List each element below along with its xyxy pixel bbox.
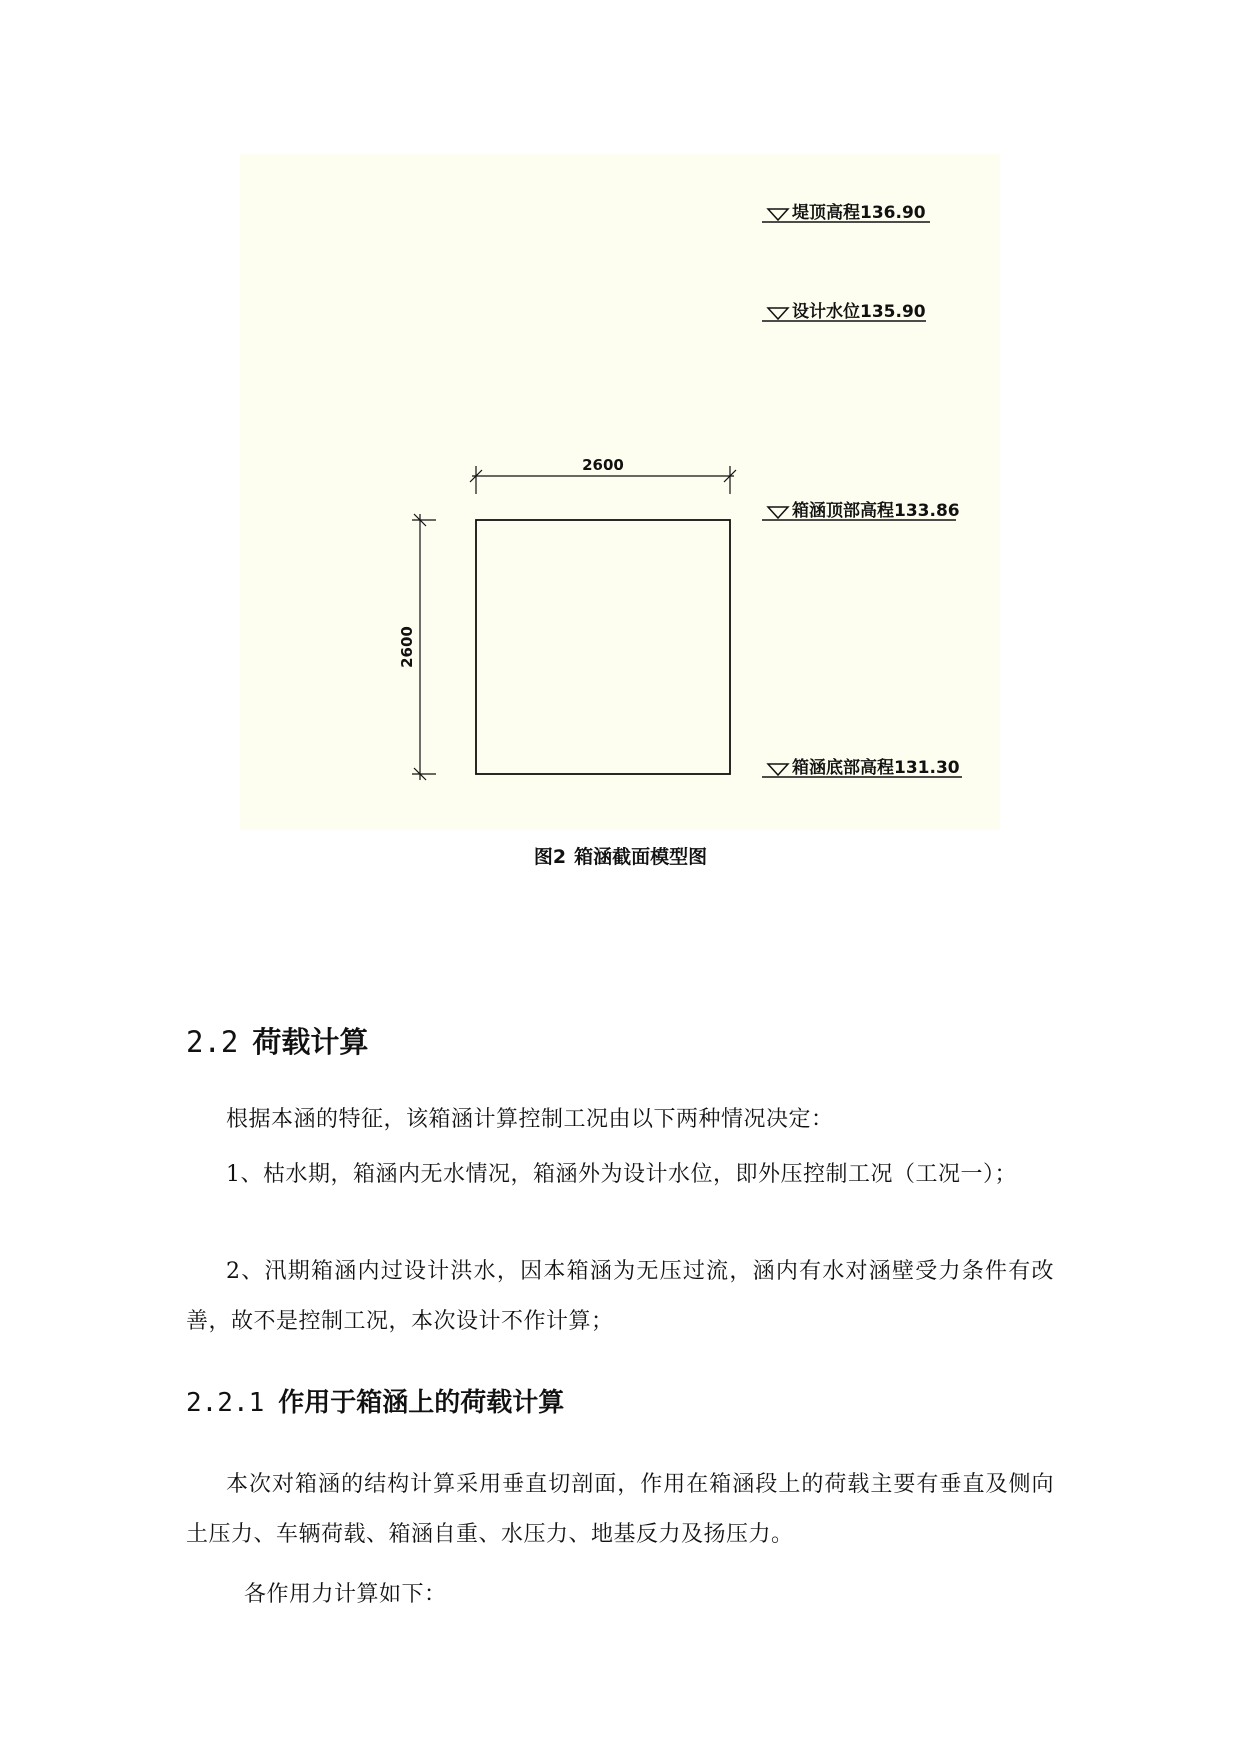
subsection-title: 作用于箱涵上的荷载计算 <box>278 1388 565 1418</box>
elevation-label-culvert-bottom: 箱涵底部高程131.30 <box>792 758 960 778</box>
elevation-marker-dike-top <box>762 202 930 223</box>
width-dimension <box>470 456 736 494</box>
section-heading-2-2 <box>186 1020 368 1061</box>
culvert-box-outline <box>476 520 730 774</box>
width-dimension-label: 2600 <box>582 456 624 474</box>
culvert-section-figure <box>240 154 1000 830</box>
figure-caption <box>0 842 1241 869</box>
paragraph-intro: 根据本涵的特征，该箱涵计算控制工况由以下两种情况决定： <box>226 1107 834 1132</box>
figure-caption-number: 图2 <box>533 846 567 868</box>
paragraph-calc-intro: 各作用力计算如下： <box>244 1582 447 1607</box>
elevation-marker-culvert-bottom <box>762 757 962 778</box>
subsection-number: 2.2.1 <box>186 1388 265 1418</box>
height-dimension <box>398 514 436 780</box>
elevation-marker-culvert-top <box>762 500 960 521</box>
elevation-label-design-water: 设计水位135.90 <box>792 302 926 322</box>
section-heading-2-2-1 <box>186 1382 564 1419</box>
section-title: 荷载计算 <box>252 1025 369 1059</box>
elevation-label-dike-top: 堤顶高程136.90 <box>792 203 926 223</box>
elevation-marker-design-water <box>762 301 926 322</box>
height-dimension-label: 2600 <box>398 626 416 668</box>
paragraph-case-1: 1、枯水期，箱涵内无水情况，箱涵外为设计水位，即外压控制工况（工况一）； <box>226 1162 1017 1187</box>
section-number: 2.2 <box>186 1025 239 1059</box>
paragraph-loads-overview: 本次对箱涵的结构计算采用垂直切剖面，作用在箱涵段上的荷载主要有垂直及侧向土压力、车辆荷载、箱涵自重、水压力、地基反力及扬压力。 <box>186 1472 1054 1547</box>
elevation-label-culvert-top: 箱涵顶部高程133.86 <box>792 501 960 521</box>
culvert-section-drawing <box>240 154 1000 830</box>
paragraph-case-2: 2、汛期箱涵内过设计洪水，因本箱涵为无压过流，涵内有水对涵壁受力条件有改善，故不是控制工况，本次设计不作计算； <box>186 1259 1054 1334</box>
figure-caption-text: 箱涵截面模型图 <box>574 846 708 868</box>
